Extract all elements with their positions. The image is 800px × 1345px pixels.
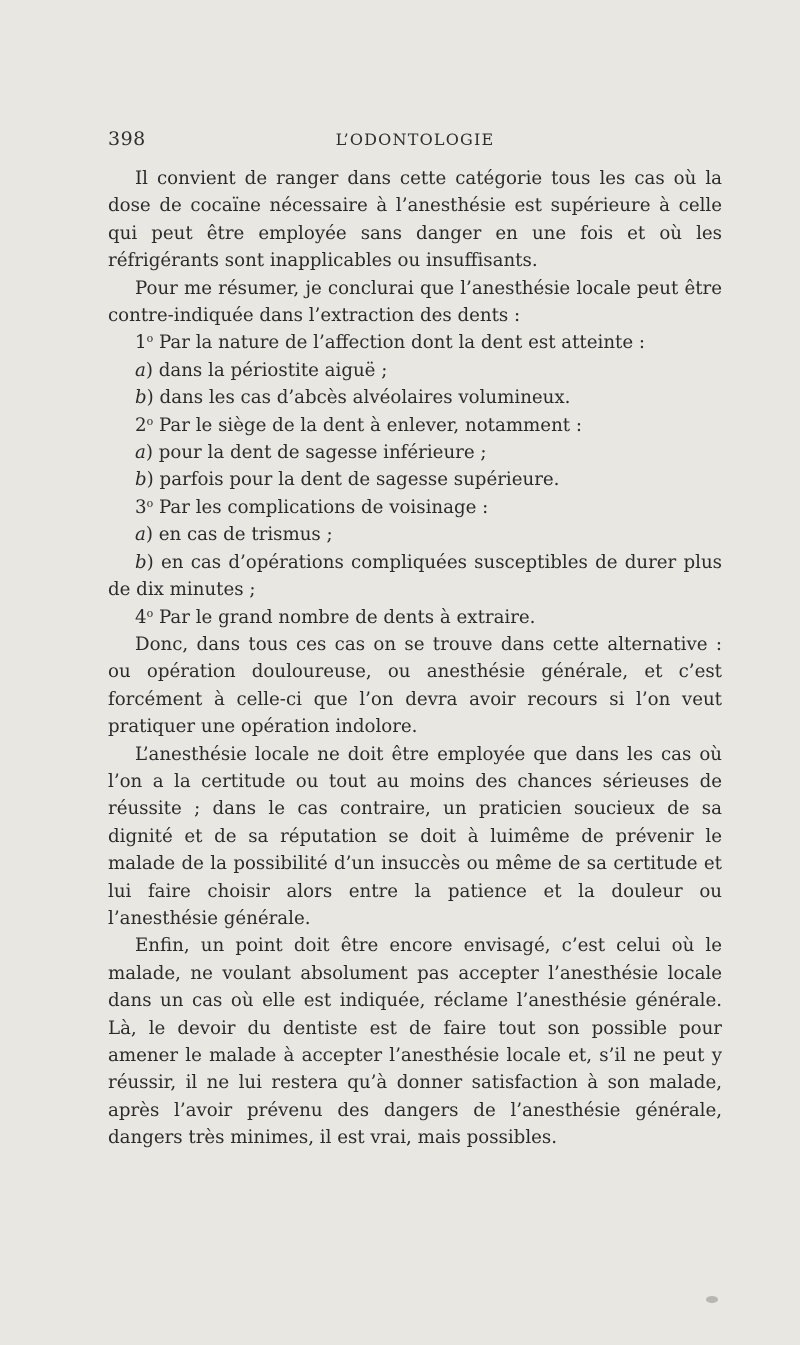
item-number: 3 [135,496,147,518]
paragraph-5: Enfin, un point doit être encore envisagé, c’est celui où le malade, ne voulant absolument pas accepter l’anesthésie locale dans un cas où elle est indiquée, réclame l’anesthésie générale. Là, le devoir du dentiste est de faire tout son possible pour amener le malade à accepter l’anesthésie locale et, s’il ne peut y réussir, il ne lui restera qu’à donner satisfaction à son malade, après l’avoir prévenu des dangers de l’anesthésie générale, dangers très minimes, il est vrai, mais possibles. [108,935,722,1149]
subitem-text: en cas de trismus ; [152,524,333,546]
list-item-3 [108,494,722,521]
paragraph-3: Donc, dans tous ces cas on se trouve dans cette alternative : ou opération douloureuse, ou anesthésie générale, et c’est forcément à celle-ci que l’on devra avoir recours si l’on veut pratiquer une opération indolore. [108,633,722,738]
subitem-letter: b [135,551,147,573]
item-number: 2 [135,414,147,436]
subitem-letter: a [135,524,146,546]
paragraph-4: L’anesthésie locale ne doit être employée que dans les cas où l’on a la certitude ou tout au moins des chances sérieuses de réussite ; dans le cas contraire, un praticien soucieux de sa dignité et de sa réputation se doit à luimême de prévenir le malade de la possibilité d’un insuccès ou même de sa certitude et lui faire choisir alors entre la patience et la douleur ou l’anesthésie générale. [108,743,722,929]
subitem-letter: a [135,359,146,381]
subitem-paren: ) [146,469,154,491]
list-subitem-1b [108,384,722,411]
subitem-letter: a [135,442,146,464]
list-item-4 [108,604,722,631]
subitem-paren: ) [145,524,153,546]
list-subitem-2a [108,439,722,466]
item-text: Par les complications de voisinage : [153,496,489,518]
subitem-paren: ) [146,551,154,573]
paragraph-1: Il convient de ranger dans cette catégorie tous les cas où la dose de cocaïne nécessaire à l’anesthésie est supérieure à celle qui peut être employée sans danger en une fois et où les réfrigérants sont inapplicables ou insuffisants. [108,168,722,272]
subitem-text: parfois pour la dent de sagesse supérieure. [153,469,560,491]
subitem-paren: ) [145,359,153,381]
list-subitem-3b [108,549,722,604]
item-number: 1 [135,332,147,354]
subitem-letter: b [135,469,147,491]
paragraph-2: Pour me résumer, je conclurai que l’anesthésie locale peut être contre-indiquée dans l’extraction des dents : [108,277,722,327]
body-text [108,165,722,1152]
subitem-text: en cas d’opérations compliquées susceptibles de durer plus de dix minutes ; [108,551,722,601]
subitem-paren: ) [145,442,153,464]
running-title: L’ODONTOLOGIE [335,130,495,149]
subitem-text: pour la dent de sagesse inférieure ; [152,442,487,464]
subitem-letter: b [135,387,147,409]
list-subitem-2b [108,466,722,493]
subitem-text: dans la périostite aiguë ; [152,359,388,381]
list-subitem-3a [108,521,722,548]
item-text: Par le grand nombre de dents à extraire. [153,606,536,628]
subitem-text: dans les cas d’abcès alvéolaires volumineux. [153,387,571,409]
item-text: Par la nature de l’affection dont la dent est atteinte : [153,332,646,354]
degree-mark: o [146,414,154,428]
item-number: 4 [135,606,147,628]
degree-mark: o [146,606,154,620]
page-header [108,128,722,158]
list-subitem-1a [108,357,722,384]
item-text: Par le siège de la dent à enlever, notamment : [153,414,583,436]
degree-mark: o [146,496,154,510]
list-item-1 [108,329,722,356]
list-item-2 [108,412,722,439]
subitem-paren: ) [146,387,154,409]
ink-spot [706,1296,718,1303]
page-number: 398 [108,128,146,150]
degree-mark: o [146,332,154,346]
